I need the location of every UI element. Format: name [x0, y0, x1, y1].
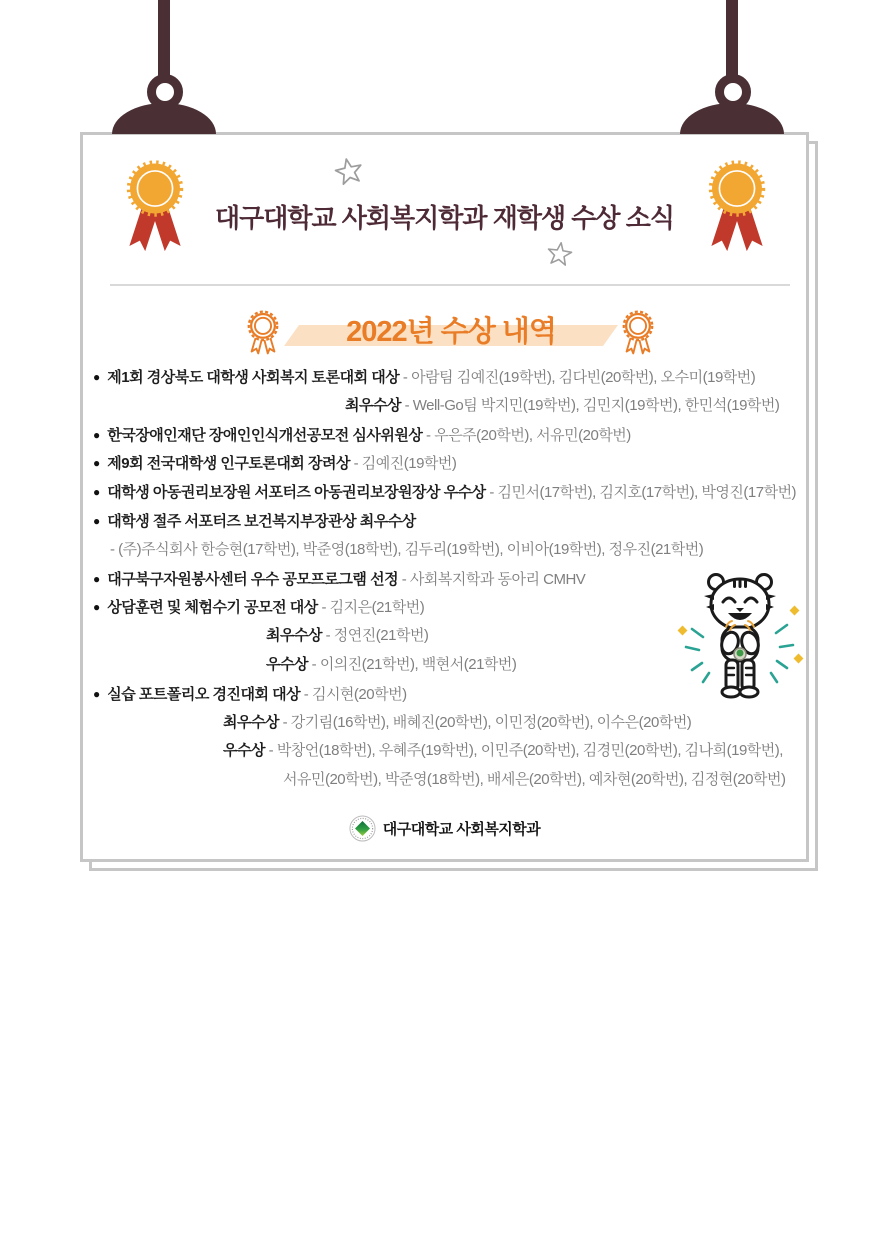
award-row — [0, 449, 891, 478]
award-winners: - 정연진(21학번) — [321, 627, 429, 645]
award-title: 대구북구자원봉사센터 우수 공모프로그램 선정 — [107, 570, 399, 588]
star-icon — [331, 154, 367, 190]
award-row — [0, 421, 891, 450]
hanging-pin-right-icon — [672, 0, 792, 134]
award-row — [0, 766, 891, 795]
award-winners: - Well-Go팀 박지민(19학번), 김민지(19학번), 한민석(19학번) — [400, 396, 780, 414]
bullet-icon: ● — [93, 686, 101, 701]
bullet-icon: ● — [93, 600, 101, 615]
award-row — [0, 536, 891, 565]
tiger-mascot-icon — [675, 567, 805, 699]
award-title: 한국장애인재단 장애인인식개선공모전 심사위원상 — [107, 426, 423, 444]
poster-title: 대구대학교 사회복지학과 재학생 수상 소식 — [215, 203, 674, 233]
bullet-icon: ● — [93, 456, 101, 471]
award-winners: - 김지은(21학번) — [317, 599, 425, 617]
award-winners: - 사회복지학과 동아리 CMHV — [398, 570, 586, 588]
pin-clip — [680, 103, 784, 134]
hanging-pin-left-icon — [104, 0, 224, 134]
award-winners: - 김예진(19학번) — [349, 455, 457, 473]
section-title: 2022년 수상 내역 — [346, 316, 556, 348]
award-row — [0, 363, 891, 392]
footer — [80, 813, 809, 843]
star-icon — [544, 239, 574, 269]
award-row — [0, 478, 891, 507]
divider-line — [110, 284, 790, 286]
award-title: 대학생 아동권리보장원 서포터즈 아동권리보장원장상 우수상 — [107, 484, 486, 502]
award-title: 최우수상 — [345, 396, 401, 414]
award-row — [0, 737, 891, 766]
award-title: 상담훈련 및 체험수기 공모전 대상 — [107, 599, 318, 617]
award-title: 실습 포트폴리오 경진대회 대상 — [107, 685, 301, 703]
award-title: 최우수상 — [266, 627, 322, 645]
bullet-icon: ● — [93, 427, 101, 442]
award-winners: - (주)주식회사 한승현(17학번), 박준영(18학번), 김두리(19학번), 이비아(19학번), 정우진(21학번) — [110, 540, 704, 558]
rosette-outline-icon — [619, 308, 657, 357]
university-logo-icon — [349, 815, 376, 842]
award-title: 우수상 — [266, 655, 308, 673]
bullet-icon: ● — [93, 485, 101, 500]
bullet-icon: ● — [93, 370, 101, 384]
award-row — [0, 392, 891, 421]
footer-label: 대구대학교 사회복지학과 — [382, 820, 541, 838]
pin-clip — [112, 103, 216, 134]
award-title: 제1회 경상북도 대학생 사회복지 토론대회 대상 — [107, 369, 400, 386]
award-winners: - 우은주(20학번), 서유민(20학번) — [422, 426, 631, 444]
award-row — [0, 507, 891, 536]
award-winners: - 아람팀 김예진(19학번), 김다빈(20학번), 오수미(19학번) — [399, 369, 756, 386]
award-title: 대학생 절주 서포터즈 보건복지부장관상 최우수상 — [107, 512, 416, 530]
award-winners: - 김민서(17학번), 김지호(17학번), 박영진(17학번) — [485, 484, 797, 502]
bullet-icon: ● — [93, 513, 101, 528]
award-title: 최우수상 — [223, 713, 279, 731]
pin-string — [726, 0, 738, 82]
award-winners: - 강기림(16학번), 배혜진(20학번), 이민정(20학번), 이수은(20학번) — [278, 713, 692, 731]
award-title: 제9회 전국대학생 인구토론대회 장려상 — [107, 455, 350, 473]
pin-string — [158, 0, 170, 82]
award-winners: 서유민(20학번), 박준영(18학번), 배세은(20학번), 예차현(20학번), 김정현(20학번) — [283, 771, 786, 789]
award-row — [0, 709, 891, 738]
bullet-icon: ● — [93, 571, 101, 586]
award-title: 우수상 — [223, 742, 265, 760]
award-winners: - 김시현(20학번) — [300, 685, 407, 703]
award-winners: - 박창언(18학번), 우혜주(19학번), 이민주(20학번), 김경민(20학번), 김나희(19학번), — [264, 742, 783, 760]
award-winners: - 이의진(21학번), 백현서(21학번) — [307, 655, 517, 673]
